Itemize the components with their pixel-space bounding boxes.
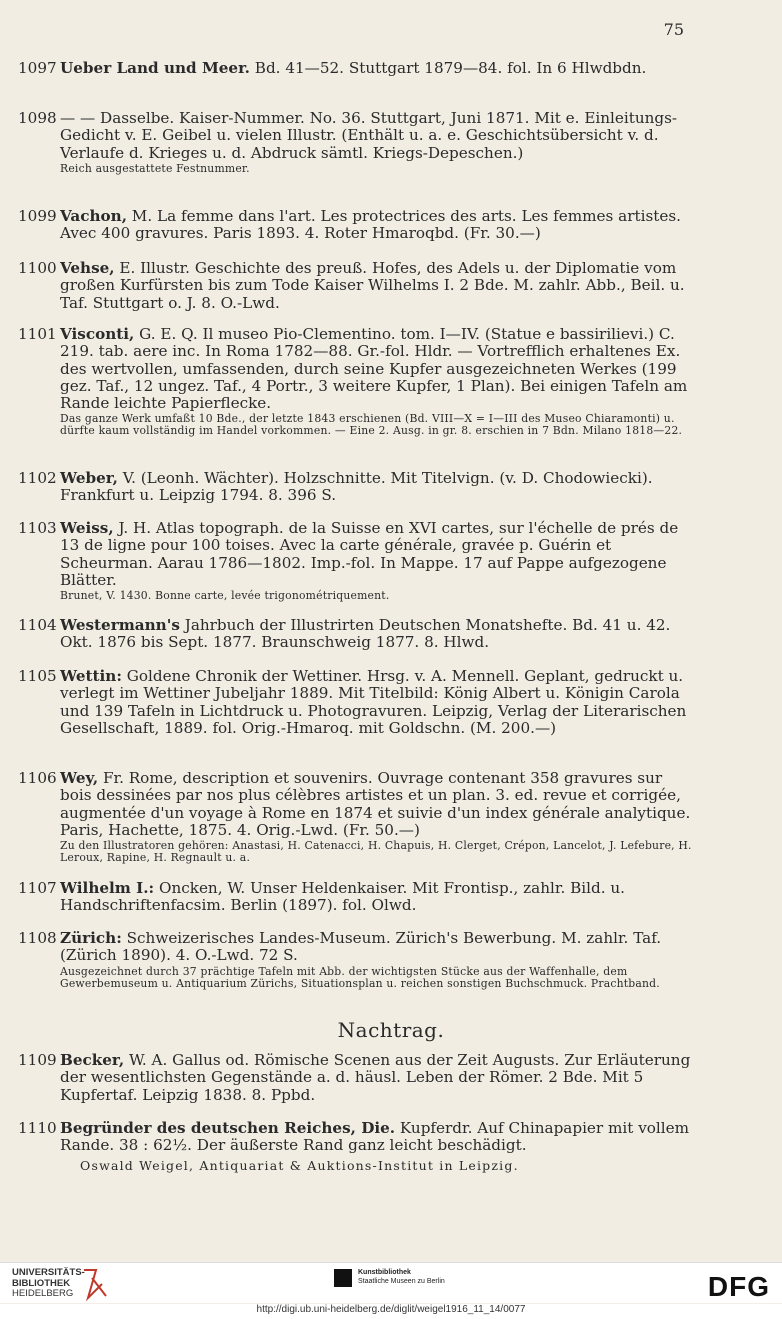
kb-line: Kunstbibliothek xyxy=(358,1269,411,1276)
entry-1105 xyxy=(18,668,698,737)
entry-head: Becker, xyxy=(60,1051,125,1069)
entry-head: Weiss, xyxy=(60,519,114,537)
entry-1109 xyxy=(18,1052,698,1104)
entry-text: — — Dasselbe. Kaiser-Nummer. No. 36. Stuttgart, Juni 1871. Mit e. Einleitungs-Gedicht v. E. Geibel u. vielen Illustr. (Enthält u. a. e. Geschichtsübersicht v. d. Verlaufe d. Krieges u. d. Abdruck sämtl. Kriegs-Depeschen.) xyxy=(60,109,678,162)
entry-head: Westermann's xyxy=(60,616,180,634)
entry-number: 1103 xyxy=(18,519,57,537)
entry-text: Bd. 41—52. Stuttgart 1879—84. fol. In 6 Hlwdbdn. xyxy=(249,59,647,77)
entry-1098 xyxy=(18,110,698,175)
uni-line: UNIVERSITÄTS- xyxy=(12,1267,85,1278)
entry-number: 1108 xyxy=(18,929,57,947)
entry-1104 xyxy=(18,617,698,652)
entry-text: Fr. Rome, description et souvenirs. Ouvrage contenant 358 gravures sur bois dessinées par nos plus célèbres artistes et un plan. 3. ed. revue et corrigée, augmentée d'un voyage à Rome en 1874 et suivie d'un index générale analytique. Paris, Hachette, 1875. 4. Orig.-Lwd. (Fr. 50.—) xyxy=(60,769,691,839)
entry-text: Kupferdr. Auf Chinapapier mit vollem Rande. 38 : 62½. Der äußerste Rand ganz leicht beschädigt. xyxy=(60,1119,690,1155)
entry-head: Wilhelm I.: xyxy=(60,879,155,897)
entry-head: Begründer des deutschen Reiches, Die. xyxy=(60,1119,396,1137)
entry-head: Weber, xyxy=(60,469,118,487)
entry-text: Jahrbuch der Illustrirten Deutschen Monatshefte. Bd. 41 u. 42. Okt. 1876 bis Sept. 1877. Braunschweig 1877. 8. Hlwd. xyxy=(60,616,671,652)
entry-1102 xyxy=(18,470,698,505)
entry-note: Zu den Illustratoren gehören: Anastasi, H. Catenacci, H. Chapuis, H. Clerget, Crépon, Lancelot, J. Lefebure, H. Leroux, Rapine, H. Regnault u. a. xyxy=(60,839,692,865)
entry-head: Vehse, xyxy=(60,259,115,277)
entry-text: W. A. Gallus od. Römische Scenen aus der Zeit Augusts. Zur Erläuterung der wesentlichsten Gegenstände a. d. häusl. Leben der Römer. 2 Bde. Mit 5 Kupfertaf. Leipzig 1838. 8. Ppbd. xyxy=(60,1051,691,1104)
entry-text: Oncken, W. Unser Heldenkaiser. Mit Frontisp., zahlr. Bild. u. Handschriftenfacsim. Berlin (1897). fol. Olwd. xyxy=(60,879,625,915)
entry-number: 1099 xyxy=(18,207,57,225)
entry-1100 xyxy=(18,260,698,312)
entry-text: G. E. Q. Il museo Pio-Clementino. tom. I—IV. (Statue e bassirilievi.) C. 219. tab. aere inc. In Roma 1782—88. Gr.-fol. Hldr. — Vortrefflich erhaltenes Ex. des wertvollen, umfassenden, durch seine Kupfer ausgezeichneten Werkes (199 gez. Taf., 12 ungez. Taf., 4 Portr., 3 weitere Kupfer, 1 Plan). Bei einigen Tafeln am Rande leichte Papierflecke. xyxy=(60,325,688,413)
entry-number: 1104 xyxy=(18,616,57,634)
entry-note: Brunet, V. 1430. Bonne carte, levée trigonométriquement. xyxy=(60,589,390,603)
entry-number: 1110 xyxy=(18,1119,57,1137)
section-heading: Nachtrag. xyxy=(337,1018,445,1042)
entry-number: 1100 xyxy=(18,259,57,277)
entry-text: E. Illustr. Geschichte des preuß. Hofes, des Adels u. der Diplomatie vom großen Kurfürsten bis zum Tode Kaiser Wilhelms I. 2 Bde. M. zahlr. Abb., Beil. u. Taf. Stuttgart o. J. 8. O.-Lwd. xyxy=(60,259,685,312)
entry-text: V. (Leonh. Wächter). Holzschnitte. Mit Titelvign. (v. D. Chodowiecki). Frankfurt u. Leipzig 1794. 8. 396 S. xyxy=(60,469,653,505)
entry-head: Visconti, xyxy=(60,325,135,343)
entry-head: Wettin: xyxy=(60,667,122,685)
uni-line: BIBLIOTHEK xyxy=(12,1277,71,1289)
entry-1097 xyxy=(18,60,698,77)
dfg-logo[interactable]: DFG xyxy=(707,1271,770,1302)
entry-1099 xyxy=(18,208,698,243)
entry-1108 xyxy=(18,930,698,990)
entry-text: Goldene Chronik der Wettiner. Hrsg. v. A. Mennell. Geplant, gedruckt u. verlegt im Wettiner Jubeljahr 1889. Mit Titelbild: König Albert u. Königin Carola und 139 Tafeln in Lichtdruck u. Photogravuren. Leipzig, Verlag der Literarischen Gesellschaft, 1889. fol. Orig.-Hmaroq. mit Goldschn. (M. 200.—) xyxy=(60,667,687,737)
entry-1107 xyxy=(18,880,698,915)
entry-number: 1107 xyxy=(18,879,57,897)
entry-number: 1098 xyxy=(18,109,57,127)
entry-number: 1102 xyxy=(18,469,57,487)
entry-note: Ausgezeichnet durch 37 prächtige Tafeln mit Abb. der wichtigsten Stücke aus der Waffenhalle, dem Gewerbemuseum u. Antiquarium Zürichs, Situationsplan u. reichen sonstigen Buchschmuck. Prachtband. xyxy=(60,964,660,990)
heidelberg-logo-text[interactable] xyxy=(12,1268,85,1300)
entry-number: 1109 xyxy=(18,1051,57,1069)
kb-line: Staatliche Museen zu Berlin xyxy=(358,1278,445,1285)
kunstbibliothek-logo[interactable] xyxy=(334,1268,445,1286)
entry-number: 1097 xyxy=(18,59,57,77)
entry-1103 xyxy=(18,520,698,602)
kunstbibliothek-icon xyxy=(334,1269,352,1287)
entry-head: Vachon, xyxy=(60,207,127,225)
entry-number: 1105 xyxy=(18,667,57,685)
heidelberg-logo-icon xyxy=(82,1266,108,1302)
entry-number: 1101 xyxy=(18,325,57,343)
source-url[interactable]: http://digi.ub.uni-heidelberg.de/diglit/weigel1916_11_14/0077 xyxy=(0,1304,782,1319)
entry-text: J. H. Atlas topograph. de la Suisse en XVI cartes, sur l'échelle de prés de 13 de ligne pour 100 toises. Avec la carte générale, gravée p. Guérin et Scheurman. Aarau 1786—1802. Imp.-fol. In Mappe. 17 auf Pappe aufgezogene Blätter. xyxy=(60,519,679,589)
entry-1110 xyxy=(18,1120,698,1155)
entry-head: Ueber Land und Meer. xyxy=(60,59,250,77)
entry-note: Reich ausgestattete Festnummer. xyxy=(60,161,250,175)
entry-number: 1106 xyxy=(18,769,57,787)
page-number: 75 xyxy=(663,20,684,39)
entry-head: Zürich: xyxy=(60,929,122,947)
entry-text: M. La femme dans l'art. Les protectrices des arts. Les femmes artistes. Avec 400 gravures. Paris 1893. 4. Roter Hmaroqbd. (Fr. 30.—) xyxy=(60,207,681,243)
entry-head: Wey, xyxy=(60,769,99,787)
entry-text: Schweizerisches Landes-Museum. Zürich's Bewerbung. M. zahlr. Taf. (Zürich 1890). 4. O.-Lwd. 72 S. xyxy=(60,929,662,965)
entry-1106 xyxy=(18,770,698,864)
uni-line: HEIDELBERG xyxy=(12,1288,74,1299)
publisher-line: Oswald Weigel, Antiquariat & Auktions-Institut in Leipzig. xyxy=(80,1158,519,1173)
entry-1101 xyxy=(18,326,698,437)
entry-note: Das ganze Werk umfaßt 10 Bde., der letzte 1843 erschienen (Bd. VIII—X = I—III des Museo Chiaramonti) u. dürfte kaum vollständig im Handel vorkommen. — Eine 2. Ausg. in gr. 8. erschien in 7 Bdn. Milano 1818—22. xyxy=(60,412,683,438)
